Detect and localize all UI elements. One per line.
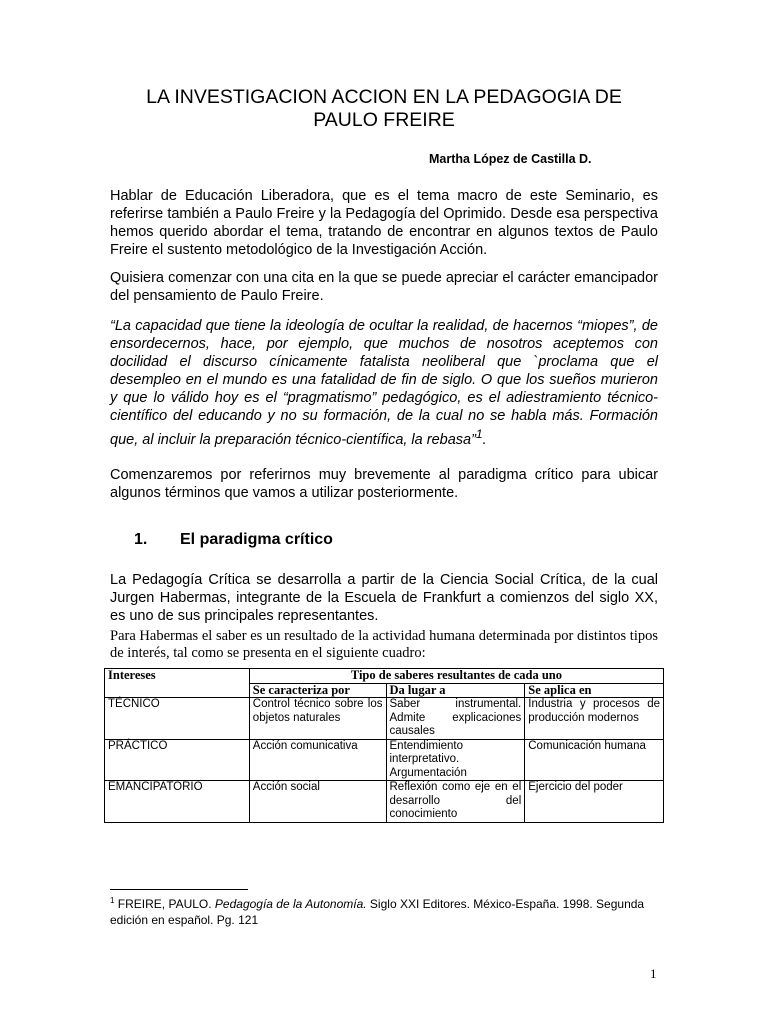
cell-lugar: Reflexión como eje en el desarrollo del conocimiento	[386, 781, 525, 823]
footnote-author: FREIRE, PAULO.	[114, 897, 215, 911]
header-intereses: Intereses	[105, 669, 250, 698]
header-group: Tipo de saberes resultantes de cada uno	[249, 669, 663, 684]
footnote-work-title: Pedagogía de la Autonomía.	[214, 897, 367, 911]
footnote	[110, 893, 658, 928]
header-caracteriza: Se caracteriza por	[249, 683, 386, 698]
document-title	[110, 86, 658, 132]
cell-interes: EMANCIPATORIO	[105, 781, 250, 823]
cell-aplica: Industria y procesos de producción modernos	[525, 698, 664, 740]
footnote-marker: 1	[110, 896, 115, 905]
section-number: 1.	[134, 531, 148, 548]
page-number: 1	[650, 966, 657, 981]
author-name: Martha López de Castilla D.	[429, 152, 592, 166]
quote-text: “La capacidad que tiene la ideología de ocultar la realidad, de hacernos “miopes”, de ensordecernos, hace, por ejemplo, que muchos de nosotros aceptemos con docilidad el discurso cínicamente fatalista neoliberal que `proclama que el desempleo en el mundo es una fatalidad de fin de siglo. O que los sueños murieron y que lo válido hoy es el “pragmatismo” pedagógico, es el adiestramiento técnico-científico del educando y no su formación, de la cual no se habla más. Formación que, al incluir la preparación técnico-científica, la rebasa”	[110, 318, 658, 448]
cell-aplica: Ejercicio del poder	[525, 781, 664, 823]
table-row	[105, 739, 664, 781]
citation-intro-paragraph: Quisiera comenzar con una cita en la que se puede apreciar el carácter emancipador del pensamiento de Paulo Freire.	[110, 270, 658, 304]
cell-lugar: Saber instrumental. Admite explicaciones causales	[386, 698, 525, 740]
cell-lugar: Entendimiento interpretativo. Argumentación	[386, 739, 525, 781]
header-lugar: Da lugar a	[386, 683, 525, 698]
title-line-2: PAULO FREIRE	[313, 109, 455, 131]
title-line-1: LA INVESTIGACION ACCION EN LA PEDAGOGIA DE	[146, 86, 622, 108]
freire-quote: “La capacidad que tiene la ideología de ocultar la realidad, de hacernos “miopes”, de ensordecernos, hace, por ejemplo, que muchos de nosotros aceptemos con docilidad el discurso cínicamente fatalista neoliberal que `proclama que el desempleo en el mundo es una fatalidad de fin de siglo. O que los sueños murieron y que lo válido hoy es el “pragmatismo” pedagógico, es el adiestramiento técnico-científico del educando y no su formación, de la cual no se habla más. Formación que, al incluir la preparación técnico-científica, la rebasa”$^1$.	[110, 318, 658, 448]
footnote-reference[interactable]: 1	[475, 427, 483, 441]
paradigm-intro-paragraph: Comenzaremos por referirnos muy brevemente al paradigma crítico para ubicar algunos términos que vamos a utilizar posteriormente.	[110, 467, 658, 501]
cell-caracteriza: Control técnico sobre los objetos naturales	[249, 698, 386, 740]
header-aplica: Se aplica en	[525, 683, 664, 698]
section-heading	[134, 531, 333, 549]
cell-caracteriza: Acción social	[249, 781, 386, 823]
section-title: El paradigma crítico	[180, 531, 333, 548]
cell-aplica: Comunicación humana	[525, 739, 664, 781]
table-row	[105, 698, 664, 740]
critical-pedagogy-paragraph: La Pedagogía Crítica se desarrolla a partir de la Ciencia Social Crítica, de la cual Jurgen Habermas, integrante de la Escuela de Frankfurt a comienzos del siglo XX, es uno de sus principales representantes.	[110, 572, 658, 624]
habermas-paragraph: Para Habermas el saber es un resultado de la actividad humana determinada por distintos tipos de interés, tal como se presenta en el siguiente cuadro:	[110, 628, 658, 661]
footnote-details: Siglo XXI Editores. México-España. 1998. Segunda edición en español. Pg. 121	[110, 897, 645, 927]
footnote-divider	[110, 889, 248, 890]
cell-interes: PRÁCTICO	[105, 739, 250, 781]
intro-paragraph: Hablar de Educación Liberadora, que es el tema macro de este Seminario, es referirse también a Paulo Freire y la Pedagogía del Oprimido. Desde esa perspectiva hemos querido abordar el tema, tratando de encontrar en algunos textos de Paulo Freire el sustento metodológico de la Investigación Acción.	[110, 188, 658, 258]
cell-caracteriza: Acción comunicativa	[249, 739, 386, 781]
table-header-row	[105, 669, 664, 684]
knowledge-types-table	[104, 668, 664, 823]
table-row	[105, 781, 664, 823]
cell-interes: TÉCNICO	[105, 698, 250, 740]
